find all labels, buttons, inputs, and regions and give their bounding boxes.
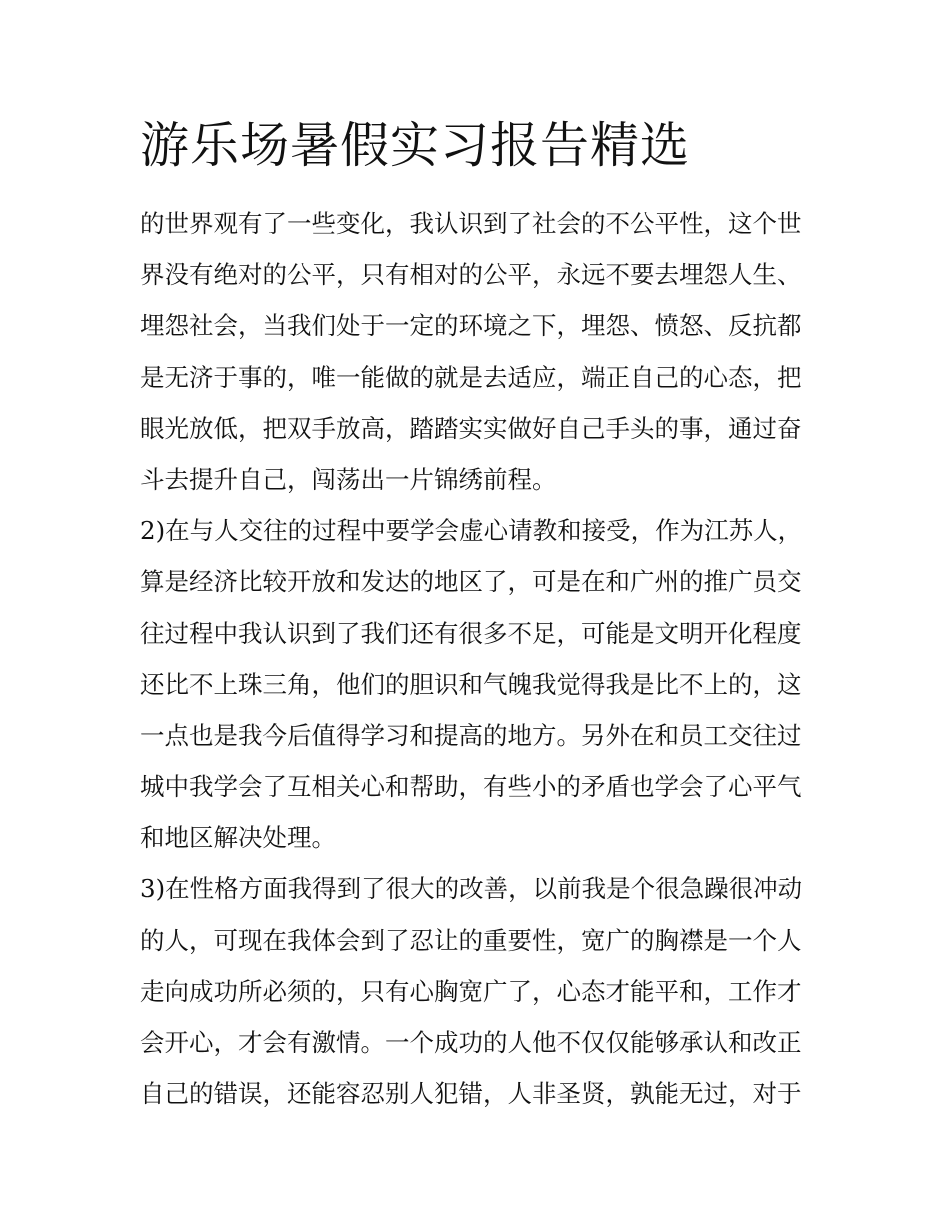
text-line: 斗去提升自己，闯荡出一片锦绣前程。 (140, 464, 557, 494)
text-line: 还比不上珠三角，他们的胆识和气魄我觉得我是比不上的，这 (140, 669, 802, 699)
body-text (140, 198, 820, 1119)
text-line: 界没有绝对的公平，只有相对的公平，永远不要去埋怨人生、 (140, 260, 802, 290)
text-line: 埋怨社会，当我们处于一定的环境之下，埋怨、愤怒、反抗都 (140, 311, 802, 341)
text-line: 和地区解决处理。 (140, 823, 336, 853)
page-title: 游乐场暑假实习报告精选 (140, 117, 691, 174)
text-line: 的人，可现在我体会到了忍让的重要性，宽广的胸襟是一个人 (140, 925, 802, 955)
text-line: 城中我学会了互相关心和帮助，有些小的矛盾也学会了心平气 (140, 772, 802, 802)
text-line: 的世界观有了一些变化，我认识到了社会的不公平性，这个世 (140, 209, 802, 238)
text-line: 眼光放低，把双手放高，踏踏实实做好自己手头的事，通过奋 (140, 413, 802, 443)
text-line: 自己的错误，还能容忍别人犯错，人非圣贤，孰能无过，对于 (140, 1079, 802, 1109)
text-line: 2)在与人交往的过程中要学会虚心请教和接受，作为江苏人， (140, 516, 803, 546)
text-line: 3)在性格方面我得到了很大的改善，以前我是个很急躁很冲动 (140, 874, 803, 904)
text-line: 算是经济比较开放和发达的地区了，可是在和广州的推广员交 (140, 567, 802, 597)
text-line: 一点也是我今后值得学习和提高的地方。另外在和员工交往过 (140, 720, 802, 750)
text-line: 走向成功所必须的，只有心胸宽广了，心态才能平和，工作才 (140, 976, 802, 1006)
text-line: 往过程中我认识到了我们还有很多不足，可能是文明开化程度 (140, 618, 802, 648)
text-line: 是无济于事的，唯一能做的就是去适应，端正自己的心态，把 (140, 362, 802, 392)
text-line: 会开心，才会有激情。一个成功的人他不仅仅能够承认和改正 (140, 1028, 802, 1057)
